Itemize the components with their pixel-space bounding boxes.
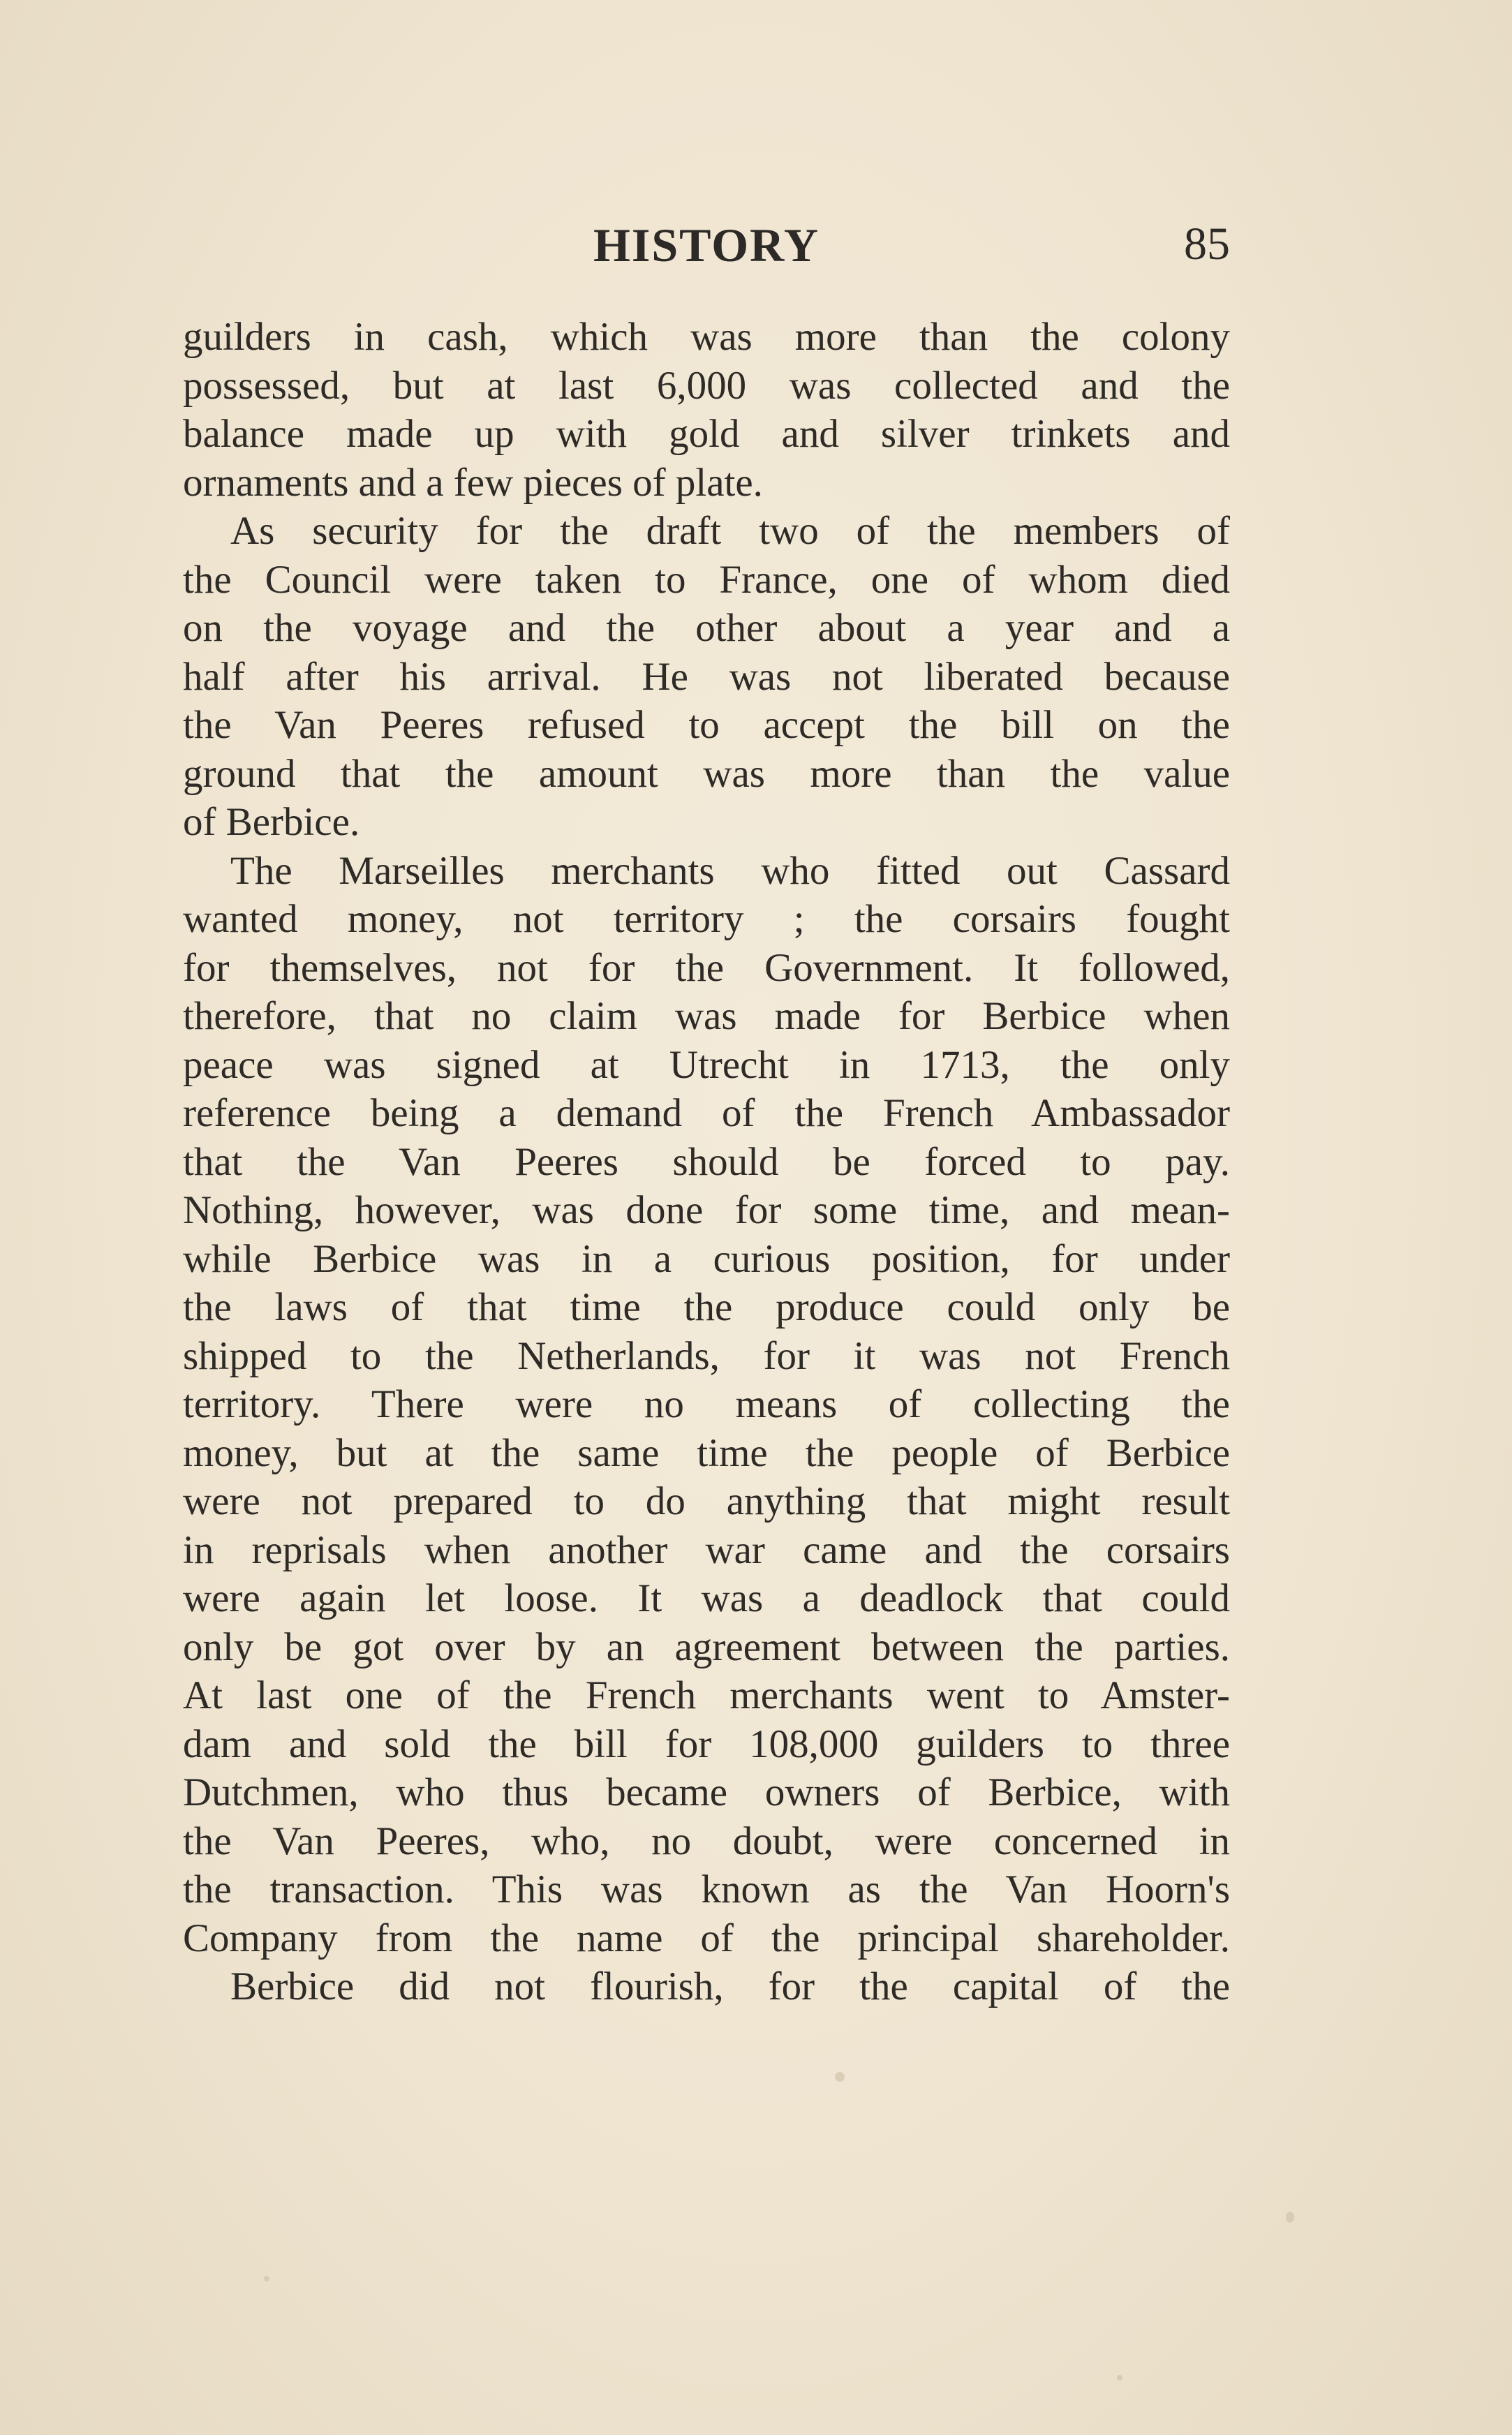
text-line: dam and sold the bill for 108,000 guilders to three: [183, 1722, 1230, 1766]
text-line: that the Van Peeres should be forced to pay.: [183, 1139, 1230, 1184]
text-line: Nothing, however, was done for some time, and mean-: [183, 1188, 1230, 1232]
text-line: for themselves, not for the Government. It followed,: [183, 945, 1230, 990]
text-line: The Marseilles merchants who fitted out Cassard: [230, 848, 1230, 893]
running-head: HISTORY: [593, 219, 820, 272]
paper-speck: [264, 2276, 269, 2281]
text-line: only be got over by an agreement between the parties.: [183, 1624, 1230, 1669]
text-line: territory. There were no means of collecting the: [183, 1382, 1230, 1426]
text-line: Company from the name of the principal shareholder.: [183, 1916, 1230, 1960]
text-line: the laws of that time the produce could only be: [183, 1285, 1230, 1329]
text-line: balance made up with gold and silver trinkets and: [183, 412, 1230, 456]
text-line: possessed, but at last 6,000 was collected and the: [183, 363, 1230, 408]
text-line: therefore, that no claim was made for Berbice when: [183, 994, 1230, 1038]
text-line: were again let loose. It was a deadlock that could: [183, 1576, 1230, 1620]
text-line: of Berbice.: [183, 800, 360, 844]
paper-speck: [835, 2072, 845, 2082]
paper-speck: [1286, 2212, 1294, 2223]
text-line: the Council were taken to France, one of whom died: [183, 557, 1230, 602]
text-line: ornaments and a few pieces of plate.: [183, 460, 763, 505]
page-header: [183, 209, 1230, 286]
text-line: the Van Peeres refused to accept the bill on the: [183, 703, 1230, 747]
text-line: the transaction. This was known as the Van Hoorn's: [183, 1867, 1230, 1911]
text-line: while Berbice was in a curious position, for under: [183, 1236, 1230, 1281]
text-line: ground that the amount was more than the value: [183, 751, 1230, 796]
paper-speck: [1117, 2375, 1122, 2381]
text-line: Dutchmen, who thus became owners of Berbice, with: [183, 1770, 1230, 1814]
text-line: shipped to the Netherlands, for it was not French: [183, 1333, 1230, 1378]
text-line: As security for the draft two of the members of: [230, 509, 1230, 553]
body-text: [183, 313, 1230, 2011]
text-line: guilders in cash, which was more than the colony: [183, 315, 1230, 359]
text-line: reference being a demand of the French Ambassador: [183, 1091, 1230, 1135]
text-line: in reprisals when another war came and the corsairs: [183, 1527, 1230, 1572]
page-number: 85: [1184, 219, 1230, 269]
text-line: half after his arrival. He was not liberated because: [183, 654, 1230, 699]
text-line: wanted money, not territory ; the corsairs fought: [183, 897, 1230, 941]
text-line: At last one of the French merchants went to Amster-: [183, 1673, 1230, 1717]
text-line: peace was signed at Utrecht in 1713, the only: [183, 1042, 1230, 1087]
text-line: Berbice did not flourish, for the capital of the: [230, 1964, 1230, 2008]
text-line: the Van Peeres, who, no doubt, were concerned in: [183, 1819, 1230, 1863]
text-line: were not prepared to do anything that might result: [183, 1479, 1230, 1523]
text-line: money, but at the same time the people of Berbice: [183, 1430, 1230, 1475]
text-line: on the voyage and the other about a year and a: [183, 606, 1230, 650]
